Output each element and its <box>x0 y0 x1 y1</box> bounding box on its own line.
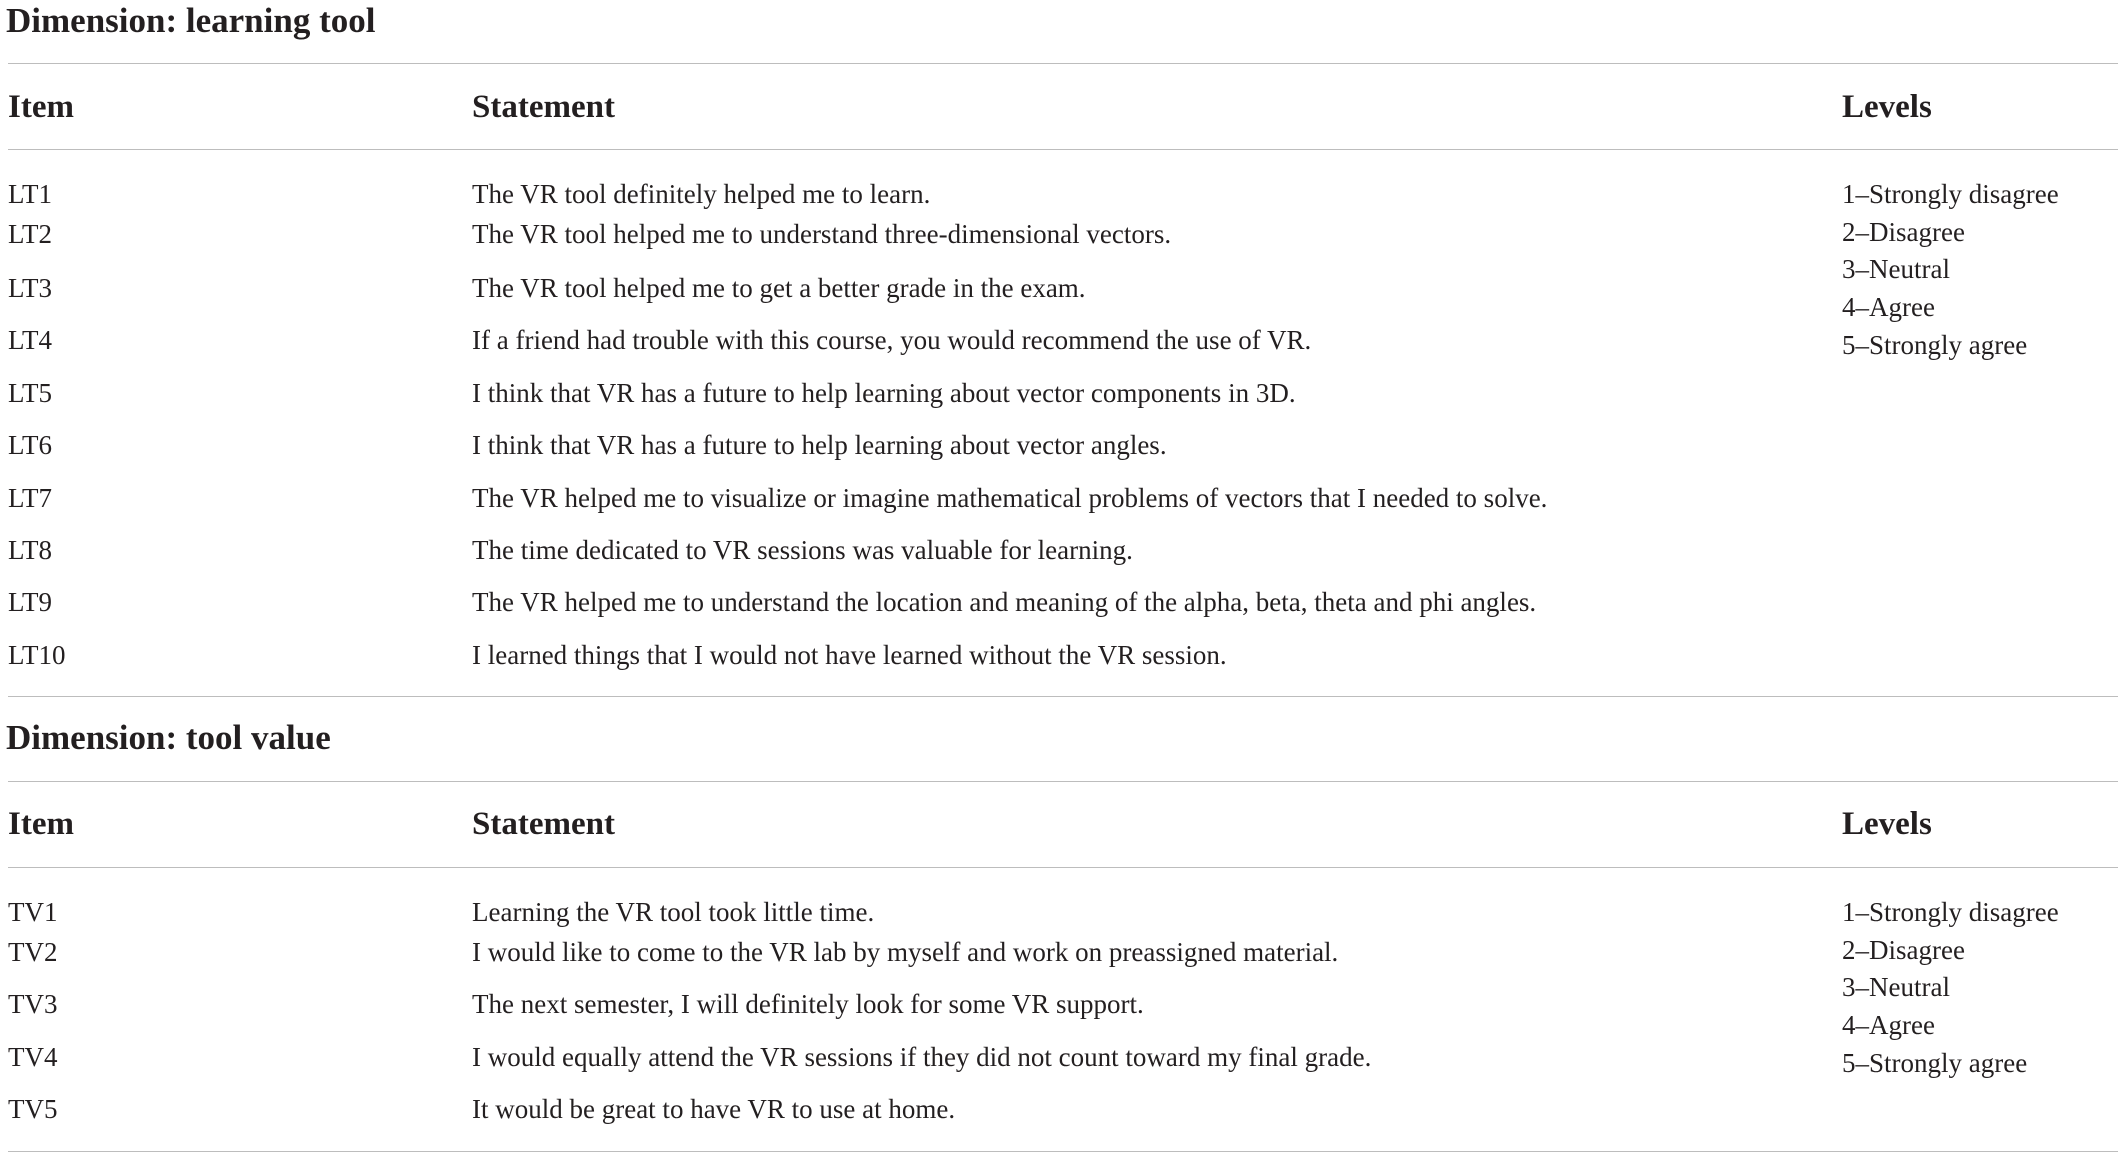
level-option: 1–Strongly disagree <box>1842 897 2059 927</box>
statement-text: The VR helped me to visualize or imagine mathematical problems of vectors that I needed to solve. <box>472 483 1548 513</box>
item-code: LT3 <box>8 273 53 303</box>
divider <box>8 781 2118 782</box>
divider <box>8 63 2118 64</box>
divider <box>8 867 2118 868</box>
item-code: LT5 <box>8 378 53 408</box>
statement-text: The time dedicated to VR sessions was valuable for learning. <box>472 535 1133 565</box>
item-code: TV2 <box>8 937 58 967</box>
item-code: LT7 <box>8 483 53 513</box>
statement-text: The VR tool helped me to understand three-dimensional vectors. <box>472 219 1172 249</box>
level-option: 3–Neutral <box>1842 972 1950 1002</box>
column-header-statement: Statement <box>472 89 615 125</box>
item-code: LT4 <box>8 325 53 355</box>
level-option: 4–Agree <box>1842 292 1935 322</box>
section-title-tool-value: Dimension: tool value <box>6 718 331 757</box>
statement-text: Learning the VR tool took little time. <box>472 897 875 927</box>
item-code: TV1 <box>8 897 58 927</box>
section-title-learning-tool: Dimension: learning tool <box>6 1 376 40</box>
statement-text: I would equally attend the VR sessions if they did not count toward my final grade. <box>472 1042 1372 1072</box>
item-code: LT9 <box>8 587 53 617</box>
level-option: 4–Agree <box>1842 1010 1935 1040</box>
divider <box>8 696 2118 697</box>
item-code: LT1 <box>8 179 53 209</box>
item-code: LT8 <box>8 535 53 565</box>
divider <box>8 1151 2118 1152</box>
column-header-levels: Levels <box>1842 89 1932 125</box>
item-code: TV4 <box>8 1042 58 1072</box>
item-code: LT2 <box>8 219 53 249</box>
level-option: 3–Neutral <box>1842 254 1950 284</box>
item-code: LT6 <box>8 430 53 460</box>
level-option: 5–Strongly agree <box>1842 330 2028 360</box>
level-option: 2–Disagree <box>1842 935 1965 965</box>
statement-text: The VR helped me to understand the location and meaning of the alpha, beta, theta and phi angles. <box>472 587 1537 617</box>
statement-text: The VR tool definitely helped me to learn. <box>472 179 931 209</box>
statement-text: If a friend had trouble with this course, you would recommend the use of VR. <box>472 325 1312 355</box>
divider <box>8 149 2118 150</box>
level-option: 5–Strongly agree <box>1842 1048 2028 1078</box>
item-code: TV5 <box>8 1094 58 1124</box>
statement-text: The next semester, I will definitely look for some VR support. <box>472 989 1144 1019</box>
column-header-item: Item <box>8 89 74 125</box>
column-header-item: Item <box>8 806 74 842</box>
item-code: TV3 <box>8 989 58 1019</box>
level-option: 1–Strongly disagree <box>1842 179 2059 209</box>
statement-text: I learned things that I would not have learned without the VR session. <box>472 640 1227 670</box>
statement-text: The VR tool helped me to get a better grade in the exam. <box>472 273 1086 303</box>
column-header-levels: Levels <box>1842 806 1932 842</box>
statement-text: I would like to come to the VR lab by myself and work on preassigned material. <box>472 937 1339 967</box>
level-option: 2–Disagree <box>1842 217 1965 247</box>
statement-text: I think that VR has a future to help learning about vector components in 3D. <box>472 378 1296 408</box>
statement-text: I think that VR has a future to help learning about vector angles. <box>472 430 1167 460</box>
item-code: LT10 <box>8 640 66 670</box>
statement-text: It would be great to have VR to use at home. <box>472 1094 956 1124</box>
column-header-statement: Statement <box>472 806 615 842</box>
